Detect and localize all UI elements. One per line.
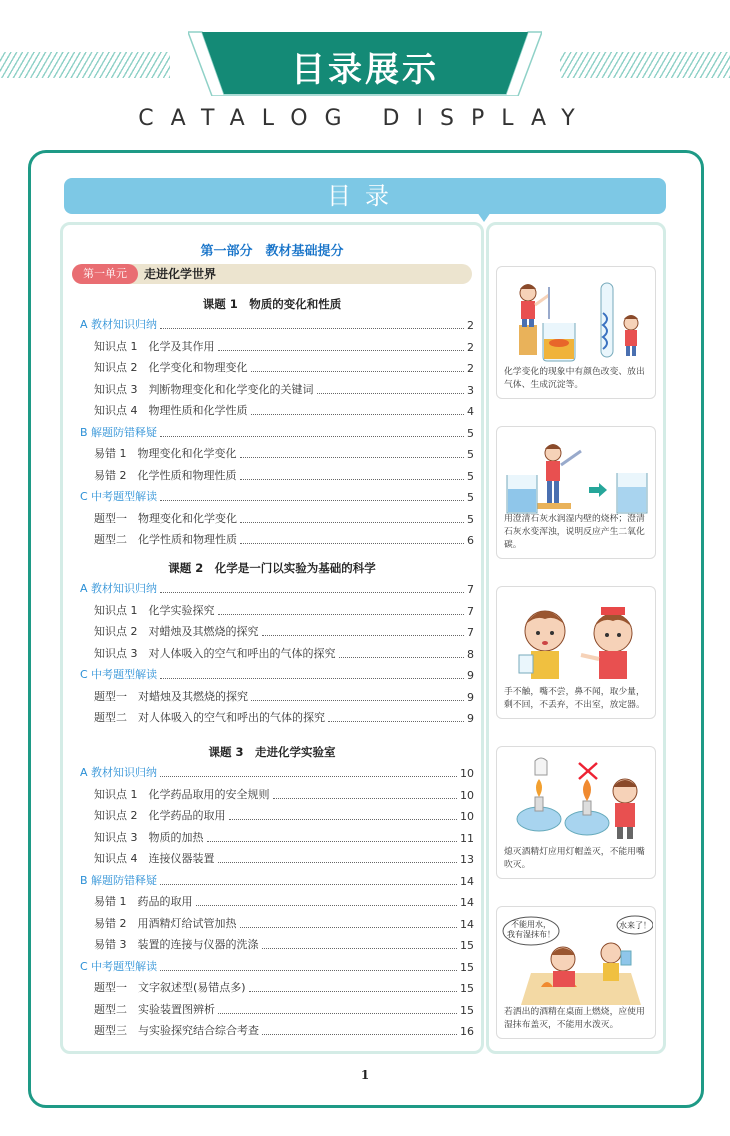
illustration-card-3 bbox=[496, 586, 656, 719]
toc-entry[interactable] bbox=[94, 850, 474, 866]
toc-heading-pointer bbox=[477, 212, 491, 222]
toc-entry-page: 4 bbox=[467, 405, 474, 418]
toc-entry-label: C 中考题型解读 bbox=[80, 668, 158, 681]
illustration-card-2 bbox=[496, 426, 656, 559]
dot-leader bbox=[160, 592, 464, 593]
toc-entry-label: A 教材知识归纳 bbox=[80, 318, 158, 331]
dot-leader bbox=[207, 841, 458, 842]
toc-entry[interactable] bbox=[94, 510, 474, 526]
toc-entry-label: A 教材知识归纳 bbox=[80, 582, 158, 595]
dot-leader bbox=[160, 500, 464, 501]
toc-entry[interactable] bbox=[94, 1022, 474, 1038]
toc-entry[interactable] bbox=[94, 623, 474, 639]
dot-leader bbox=[240, 927, 458, 928]
toc-entry-label: 易错 3 装置的连接与仪器的洗涤 bbox=[94, 938, 259, 951]
toc-section-entry[interactable] bbox=[80, 580, 474, 596]
toc-section-entry[interactable] bbox=[80, 488, 474, 504]
toc-entry-label: 题型一 文字叙述型(易错点多) bbox=[94, 981, 246, 994]
dot-leader bbox=[160, 884, 457, 885]
toc-entry[interactable] bbox=[94, 381, 474, 397]
toc-entry-page: 5 bbox=[467, 426, 474, 440]
card-caption: 若洒出的酒精在桌面上燃烧，应使用湿抹布盖灭，不能用水泼灭。 bbox=[504, 1007, 645, 1030]
dot-leader bbox=[218, 1013, 457, 1014]
illustration-card-5 bbox=[496, 906, 656, 1039]
toc-entry[interactable] bbox=[94, 467, 474, 483]
toc-entry[interactable] bbox=[94, 979, 474, 995]
lesson-title: 课题 3 走进化学实验室 bbox=[208, 745, 336, 759]
alcohol-fire-illustration bbox=[501, 913, 653, 1007]
dot-leader bbox=[218, 350, 465, 351]
dot-leader bbox=[328, 721, 464, 722]
toc-entry-label: 知识点 4 物理性质和化学性质 bbox=[94, 404, 248, 417]
toc-entry-page: 9 bbox=[467, 669, 474, 682]
toc-entry[interactable] bbox=[94, 915, 474, 931]
part-title: 第一部分 教材基础提分 bbox=[200, 244, 344, 259]
toc-entry-page: 15 bbox=[460, 982, 474, 995]
toc-entry[interactable] bbox=[94, 338, 474, 354]
toc-entry-page: 2 bbox=[467, 362, 474, 375]
toc-entry[interactable] bbox=[94, 445, 474, 461]
toc-entry-label: 知识点 2 化学药品的取用 bbox=[94, 809, 226, 822]
toc-entry-label: 知识点 1 化学实验探究 bbox=[94, 603, 215, 617]
dot-leader bbox=[262, 948, 458, 949]
toc-entry-page: 13 bbox=[460, 853, 474, 866]
unit-title: 走进化学世界 bbox=[144, 267, 217, 281]
toc-entry-page: 9 bbox=[467, 690, 474, 704]
toc-entry-label: B 解题防错释疑 bbox=[80, 425, 158, 439]
page-subtitle: CATALOG DISPLAY bbox=[138, 106, 592, 131]
toc-entry[interactable] bbox=[94, 602, 474, 618]
toc-entry-page: 5 bbox=[467, 448, 474, 461]
header-hatch-right bbox=[560, 52, 730, 78]
toc-entry-page: 10 bbox=[460, 767, 474, 780]
dot-leader bbox=[160, 970, 457, 971]
page-number: 1 bbox=[360, 1068, 370, 1082]
toc-entry-page: 10 bbox=[460, 810, 474, 823]
toc-entry-page: 16 bbox=[460, 1025, 474, 1038]
toc-entry-page: 7 bbox=[467, 583, 474, 596]
toc-entry-label: 题型一 物理变化和化学变化 bbox=[94, 511, 237, 525]
dot-leader bbox=[218, 614, 465, 615]
dot-leader bbox=[339, 657, 465, 658]
toc-heading: 目录 bbox=[64, 178, 666, 214]
card-caption: 手不触，嘴不尝，鼻不闻，取少量，剩不回，不丢弃，不出室，放定器。 bbox=[504, 687, 645, 710]
toc-entry[interactable] bbox=[94, 709, 474, 725]
toc-entry-page: 8 bbox=[467, 647, 474, 661]
color-change-illustration bbox=[501, 273, 653, 365]
toc-entry[interactable] bbox=[94, 645, 474, 661]
speech-bubble-left: 不能用水， bbox=[511, 920, 551, 929]
toc-section-entry[interactable] bbox=[80, 666, 474, 682]
toc-entry-page: 5 bbox=[467, 469, 474, 483]
toc-entry-page: 14 bbox=[460, 874, 474, 888]
toc-entry-label: 知识点 3 物质的加热 bbox=[94, 830, 204, 844]
toc-entry-label: 知识点 1 化学及其作用 bbox=[94, 339, 215, 353]
dot-leader bbox=[160, 436, 464, 437]
toc-entry-label: 知识点 2 化学变化和物理变化 bbox=[94, 361, 248, 374]
toc-entry[interactable] bbox=[94, 786, 474, 802]
dot-leader bbox=[229, 819, 458, 820]
card-caption: 用澄清石灰水润湿内壁的烧杯；澄清石灰水变浑浊，说明反应产生二氧化碳。 bbox=[504, 514, 645, 550]
toc-entry-label: 知识点 1 化学药品取用的安全规则 bbox=[94, 787, 270, 801]
header-hatch-left bbox=[0, 52, 170, 78]
card-caption: 熄灭酒精灯应用灯帽盖灭，不能用嘴吹灭。 bbox=[504, 847, 645, 870]
toc-entry-page: 7 bbox=[467, 604, 474, 618]
alcohol-lamp-illustration bbox=[501, 753, 653, 841]
dot-leader bbox=[317, 393, 465, 394]
toc-entry-label: C 中考题型解读 bbox=[80, 959, 158, 973]
toc-entry-label: 题型三 与实验探究结合综合考查 bbox=[94, 1024, 259, 1037]
toc-entry-page: 2 bbox=[467, 340, 474, 354]
safety-rules-illustration bbox=[501, 593, 653, 685]
toc-entry-label: 易错 1 物理变化和化学变化 bbox=[94, 447, 237, 460]
dot-leader bbox=[251, 371, 465, 372]
toc-entry-label: 题型二 化学性质和物理性质 bbox=[94, 533, 237, 546]
dot-leader bbox=[249, 991, 457, 992]
toc-entry[interactable] bbox=[94, 807, 474, 823]
toc-entry[interactable] bbox=[94, 359, 474, 375]
toc-entry-label: C 中考题型解读 bbox=[80, 490, 158, 503]
toc-entry-page: 5 bbox=[467, 512, 474, 526]
toc-entry-label: 知识点 2 对蜡烛及其燃烧的探究 bbox=[94, 625, 259, 638]
page-title: 目录展示 bbox=[291, 50, 439, 90]
lesson-title: 课题 2 化学是一门以实验为基础的科学 bbox=[168, 561, 376, 575]
dot-leader bbox=[273, 798, 458, 799]
toc-entry[interactable] bbox=[94, 402, 474, 418]
toc-entry-label: 易错 2 化学性质和物理性质 bbox=[94, 468, 237, 482]
toc-entry-label: A 教材知识归纳 bbox=[80, 766, 158, 779]
dot-leader bbox=[160, 678, 464, 679]
dot-leader bbox=[196, 905, 458, 906]
unit-badge: 第一单元 bbox=[72, 264, 138, 284]
toc-entry-label: 易错 2 用酒精灯给试管加热 bbox=[94, 916, 237, 930]
toc-entry-label: 知识点 3 判断物理变化和化学变化的关键词 bbox=[94, 382, 314, 396]
dot-leader bbox=[262, 1034, 457, 1035]
toc-entry-page: 15 bbox=[460, 1003, 474, 1017]
speech-bubble-right: 水来了！ bbox=[619, 921, 651, 930]
toc-section-entry[interactable] bbox=[80, 764, 474, 780]
dot-leader bbox=[160, 328, 464, 329]
toc-entry[interactable] bbox=[94, 829, 474, 845]
toc-section-entry[interactable] bbox=[80, 316, 474, 332]
toc-section-entry[interactable] bbox=[80, 424, 474, 440]
toc-entry-page: 2 bbox=[467, 319, 474, 332]
dot-leader bbox=[262, 635, 465, 636]
toc-entry-page: 15 bbox=[460, 960, 474, 974]
toc-entry[interactable] bbox=[94, 1001, 474, 1017]
toc-entry-label: B 解题防错释疑 bbox=[80, 873, 158, 887]
toc-entry-label: 知识点 4 连接仪器装置 bbox=[94, 852, 215, 865]
dot-leader bbox=[240, 522, 464, 523]
card-caption: 化学变化的现象中有颜色改变、放出气体、生成沉淀等。 bbox=[504, 367, 645, 390]
toc-entry-page: 14 bbox=[460, 917, 474, 931]
toc-entry-page: 14 bbox=[460, 896, 474, 909]
toc-entry[interactable] bbox=[94, 893, 474, 909]
dot-leader bbox=[218, 862, 458, 863]
illustration-card-1 bbox=[496, 266, 656, 399]
dot-leader bbox=[240, 457, 465, 458]
toc-entry-page: 9 bbox=[467, 712, 474, 725]
toc-entry[interactable] bbox=[94, 531, 474, 547]
toc-entry-page: 10 bbox=[460, 788, 474, 802]
lesson-title: 课题 1 物质的变化和性质 bbox=[202, 297, 342, 311]
toc-entry-label: 题型二 对人体吸入的空气和呼出的气体的探究 bbox=[94, 711, 325, 724]
toc-entry[interactable] bbox=[94, 688, 474, 704]
speech-bubble-left-line2: 我有湿抹布！ bbox=[507, 930, 555, 939]
dot-leader bbox=[251, 414, 465, 415]
toc-entry-page: 6 bbox=[467, 534, 474, 547]
toc-entry-page: 3 bbox=[467, 383, 474, 397]
toc-entry-page: 11 bbox=[460, 831, 474, 845]
toc-section-entry[interactable] bbox=[80, 872, 474, 888]
limewater-illustration bbox=[501, 433, 653, 517]
toc-entry-page: 5 bbox=[467, 491, 474, 504]
unit-row bbox=[72, 264, 472, 284]
toc-entry-label: 题型二 实验装置图辨析 bbox=[94, 1002, 215, 1016]
toc-entry-label: 知识点 3 对人体吸入的空气和呼出的气体的探究 bbox=[94, 646, 336, 660]
toc-entry-page: 7 bbox=[467, 626, 474, 639]
toc-entry[interactable] bbox=[94, 936, 474, 952]
dot-leader bbox=[240, 543, 464, 544]
header-banner bbox=[188, 30, 542, 96]
illustration-card-4 bbox=[496, 746, 656, 879]
dot-leader bbox=[240, 479, 465, 480]
toc-entry-label: 题型一 对蜡烛及其燃烧的探究 bbox=[94, 689, 248, 703]
toc-entry-label: 易错 1 药品的取用 bbox=[94, 895, 193, 908]
dot-leader bbox=[251, 700, 464, 701]
dot-leader bbox=[160, 776, 457, 777]
toc-entry-page: 15 bbox=[460, 939, 474, 952]
toc-section-entry[interactable] bbox=[80, 958, 474, 974]
